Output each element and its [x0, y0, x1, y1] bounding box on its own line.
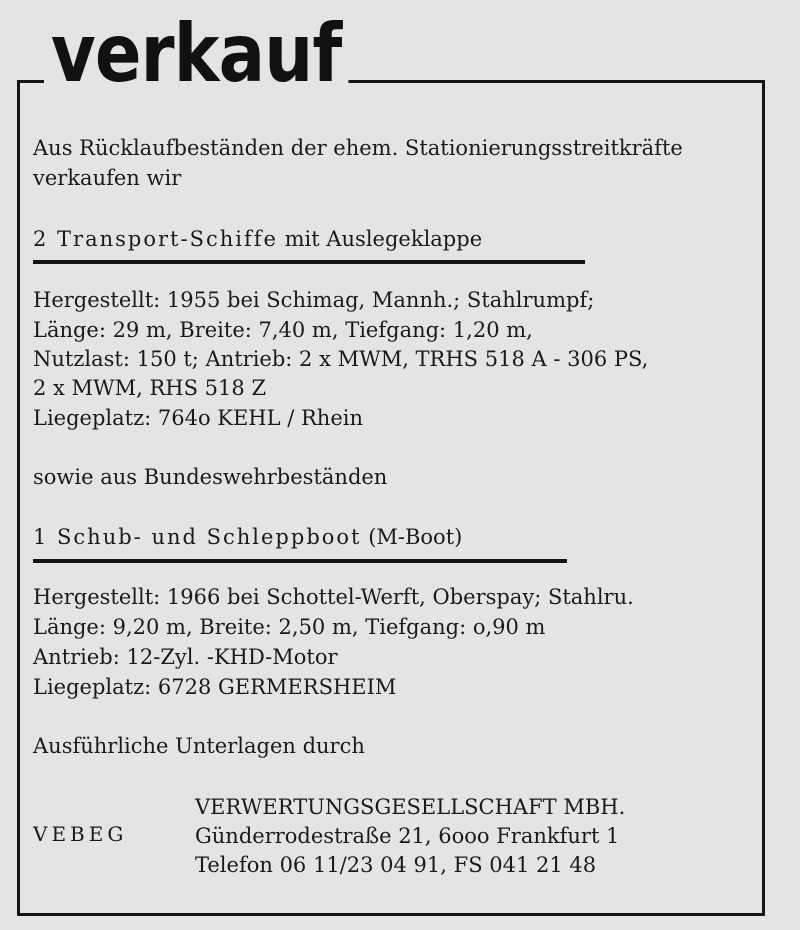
- offer2-line-1: Hergestellt: 1966 bei Schottel-Werft, Oberspay; Stahlru.: [33, 585, 634, 609]
- intro-line-2: verkaufen wir: [33, 166, 182, 190]
- offer1-line-5: Liegeplatz: 764o KEHL / Rhein: [33, 406, 364, 430]
- offer1-line-2: Länge: 29 m, Breite: 7,40 m, Tiefgang: 1,20 m,: [33, 318, 533, 342]
- contact-line-3: Telefon 06 11/23 04 91, FS 041 21 48: [195, 853, 597, 877]
- offer1-heading-main: 2 Transport-Schiffe: [33, 227, 278, 251]
- offer1-line-4: 2 x MWM, RHS 518 Z: [33, 376, 267, 400]
- intro-line-1: Aus Rücklaufbeständen der ehem. Stationierungsstreitkräfte: [33, 136, 683, 160]
- vebeg-name: VEBEG: [33, 822, 128, 846]
- offer2-heading-main: 1 Schub- und Schleppboot: [33, 525, 362, 549]
- details-note: Ausführliche Unterlagen durch: [33, 734, 365, 758]
- offer1-line-1: Hergestellt: 1955 bei Schimag, Mannh.; Stahlrumpf;: [33, 288, 595, 312]
- offer2-line-4: Liegeplatz: 6728 GERMERSHEIM: [33, 675, 397, 699]
- headline: verkauf: [44, 4, 348, 104]
- offer1-heading: [33, 224, 482, 254]
- ad-frame: [17, 80, 765, 916]
- offer1-underline: [33, 260, 585, 264]
- offer1-heading-rest: mit Auslegeklappe: [284, 227, 483, 251]
- offer2-heading: [33, 522, 462, 552]
- contact-line-1: VERWERTUNGSGESELLSCHAFT MBH.: [195, 795, 626, 819]
- offer2-heading-rest: (M-Boot): [368, 525, 463, 549]
- contact-line-2: Günderrodestraße 21, 6ooo Frankfurt 1: [195, 824, 620, 848]
- offer2-line-2: Länge: 9,20 m, Breite: 2,50 m, Tiefgang: o,90 m: [33, 615, 546, 639]
- offer1-line-3: Nutzlast: 150 t; Antrieb: 2 x MWM, TRHS 518 A - 306 PS,: [33, 347, 649, 371]
- offer2-underline: [33, 559, 567, 563]
- transition-text: sowie aus Bundeswehrbeständen: [33, 465, 388, 489]
- offer2-line-3: Antrieb: 12-Zyl. -KHD-Motor: [33, 645, 338, 669]
